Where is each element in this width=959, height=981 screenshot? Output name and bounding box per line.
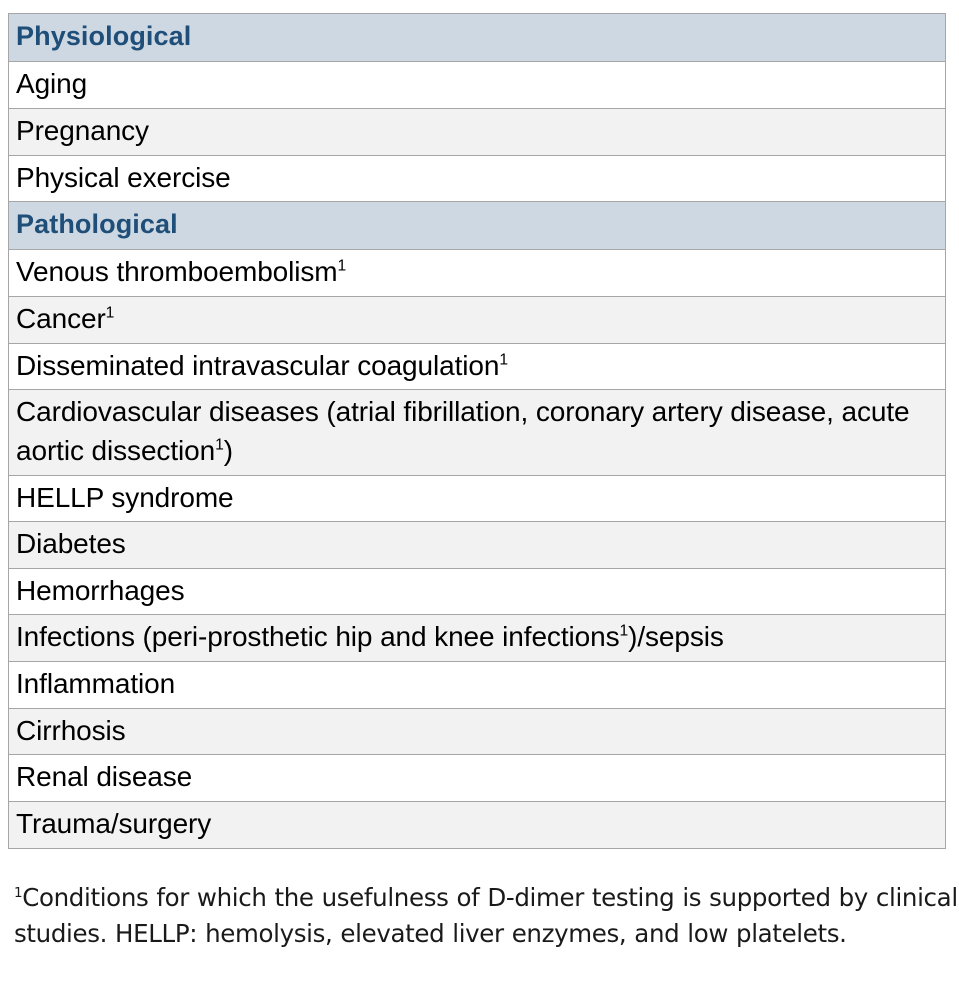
table-cell-hellp-syndrome: HELLP syndrome — [9, 475, 946, 522]
footnote-marker: 1 — [105, 304, 115, 322]
table-cell-diabetes: Diabetes — [9, 522, 946, 569]
section-header-row — [9, 14, 946, 62]
footnote-marker: 1 — [14, 884, 23, 901]
section-header-physiological: Physiological — [9, 14, 946, 62]
table-cell-cirrhosis: Cirrhosis — [9, 708, 946, 755]
table-row — [9, 708, 946, 755]
cell-text: Venous thromboembolism — [16, 256, 338, 288]
table-row — [9, 390, 946, 475]
table-row — [9, 155, 946, 202]
section-header-row — [9, 202, 946, 250]
table-row — [9, 475, 946, 522]
cell-text: Disseminated intravascular coagulation — [16, 349, 500, 381]
cell-text: Infections (peri-prosthetic hip and knee infections — [16, 621, 620, 653]
table-row — [9, 522, 946, 569]
cell-text-after: )/sepsis — [628, 621, 724, 653]
table-cell-aging: Aging — [9, 62, 946, 109]
table-row — [9, 108, 946, 155]
table-row — [9, 343, 946, 390]
table-cell-cancer — [9, 297, 946, 344]
table-cell-disseminated-intravascular-coagulation — [9, 343, 946, 390]
table-row — [9, 615, 946, 662]
table-cell-trauma-surgery: Trauma/surgery — [9, 801, 946, 848]
table-cell-renal-disease: Renal disease — [9, 755, 946, 802]
table-cell-infections-sepsis — [9, 615, 946, 662]
table-cell-venous-thromboembolism — [9, 250, 946, 297]
risk-factors-table — [8, 13, 946, 849]
table-row — [9, 62, 946, 109]
table-cell-physical-exercise: Physical exercise — [9, 155, 946, 202]
cell-text-after: ) — [223, 434, 233, 466]
table-body — [9, 14, 946, 849]
section-header-pathological: Pathological — [9, 202, 946, 250]
table-row — [9, 297, 946, 344]
table-cell-pregnancy: Pregnancy — [9, 108, 946, 155]
table-footnote — [14, 880, 958, 954]
table-cell-cardiovascular-diseases — [9, 390, 946, 475]
footnote-marker: 1 — [499, 351, 508, 369]
table-row — [9, 250, 946, 297]
table-row — [9, 568, 946, 615]
footnote-marker: 1 — [619, 623, 629, 641]
cell-text: Cancer — [16, 303, 106, 334]
footnote-marker: 1 — [337, 258, 347, 276]
cell-text: Cardiovascular diseases (atrial fibrillation, coronary artery disease, acute aortic dissection — [16, 396, 910, 466]
table-cell-hemorrhages: Hemorrhages — [9, 568, 946, 615]
table-cell-inflammation: Inflammation — [9, 662, 946, 709]
footnote-marker: 1 — [215, 436, 224, 454]
table-row — [9, 662, 946, 709]
table-row — [9, 755, 946, 802]
table-row — [9, 801, 946, 848]
footnote-text: Conditions for which the usefulness of D-dimer testing is supported by clinical studies. HELLP: hemolysis, elevated liver enzymes, and low platelets. — [14, 882, 958, 949]
